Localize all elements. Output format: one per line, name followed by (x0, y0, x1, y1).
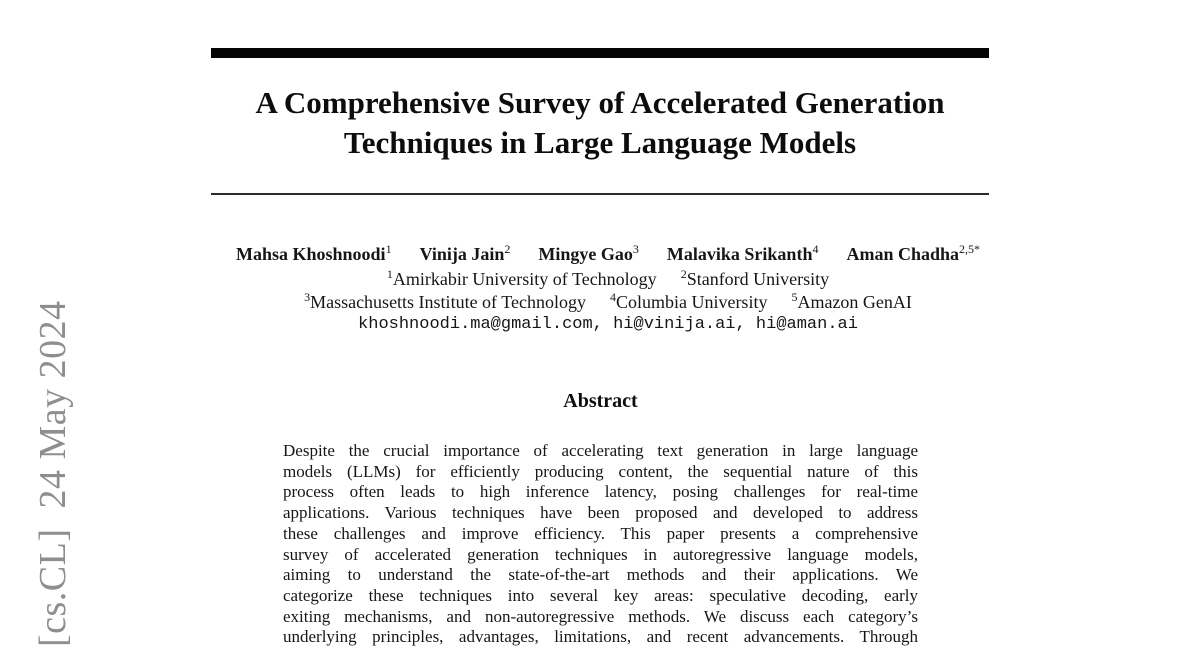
affiliation-marker: 3 (304, 290, 311, 304)
author-name: Malavika Srikanth (666, 244, 813, 264)
author (538, 244, 639, 264)
abstract-line: models (LLMs) for efficiently producing content, the sequential nature of this (283, 461, 918, 481)
author-affiliation-marker: 4 (812, 242, 819, 256)
abstract-line: underlying principles, advantages, limitations, and recent advancements. Through (283, 627, 918, 647)
author-name: Vinija Jain (419, 244, 505, 264)
paper-title-line-1: A Comprehensive Survey of Accelerated Generation (255, 85, 945, 120)
author (667, 244, 819, 264)
arxiv-stamp: [cs.CL] 24 May 2024 (32, 300, 74, 647)
author (420, 244, 511, 264)
affiliation (791, 292, 911, 312)
affiliation-line-1 (8, 268, 1200, 291)
affiliation-line-2 (8, 291, 1200, 314)
author-affiliation-marker: 1 (385, 242, 392, 256)
title-rule-bottom (211, 193, 989, 195)
title-rule-top (211, 48, 989, 58)
paper-title (211, 83, 989, 163)
abstract-line: these challenges and improve efficiency. This paper presents a comprehensive (283, 523, 918, 543)
affiliation-name: Amirkabir University of Technology (392, 269, 657, 289)
author-emails: khoshnoodi.ma@gmail.com, hi@vinija.ai, hi@aman.ai (358, 315, 858, 334)
affiliation-name: Amazon GenAI (797, 292, 912, 312)
author-affiliation-marker: 2 (504, 242, 511, 256)
abstract-line: applications. Various techniques have been proposed and developed to address (283, 503, 918, 523)
abstract-line: categorize these techniques into several key areas: speculative decoding, early (283, 585, 918, 605)
abstract-line: Despite the crucial importance of accelerating text generation in large language (283, 441, 918, 460)
paper-title-line-2: Techniques in Large Language Models (343, 125, 857, 160)
author-affiliation-marker: 2,5* (959, 242, 980, 256)
affiliation (304, 292, 586, 312)
author-affiliation-marker: 3 (632, 242, 639, 256)
author (236, 244, 392, 264)
abstract-line: aiming to understand the state-of-the-art methods and their applications. We (283, 565, 918, 585)
abstract-text (283, 441, 918, 648)
affiliation-marker: 5 (791, 290, 798, 304)
author-name: Mingye Gao (538, 244, 633, 264)
author-list (8, 242, 1200, 266)
author-name: Mahsa Khoshnoodi (236, 244, 386, 264)
author-name: Aman Chadha (846, 244, 959, 264)
affiliation-marker: 1 (386, 267, 393, 281)
affiliation-name: Massachusetts Institute of Technology (310, 292, 586, 312)
abstract-line: exiting mechanisms, and non-autoregressive methods. We discuss each category’s (283, 606, 918, 626)
abstract-heading: Abstract (563, 390, 638, 412)
author (846, 244, 980, 264)
abstract-line: survey of accelerated generation techniques in autoregressive language models, (283, 544, 918, 564)
affiliation (610, 292, 768, 312)
affiliation (387, 269, 657, 289)
affiliation-name: Stanford University (686, 269, 830, 289)
affiliation-marker: 2 (680, 267, 687, 281)
affiliation (681, 269, 829, 289)
abstract-line: process often leads to high inference latency, posing challenges for real-time (283, 482, 918, 502)
affiliation-marker: 4 (609, 290, 616, 304)
affiliation-name: Columbia University (615, 292, 768, 312)
